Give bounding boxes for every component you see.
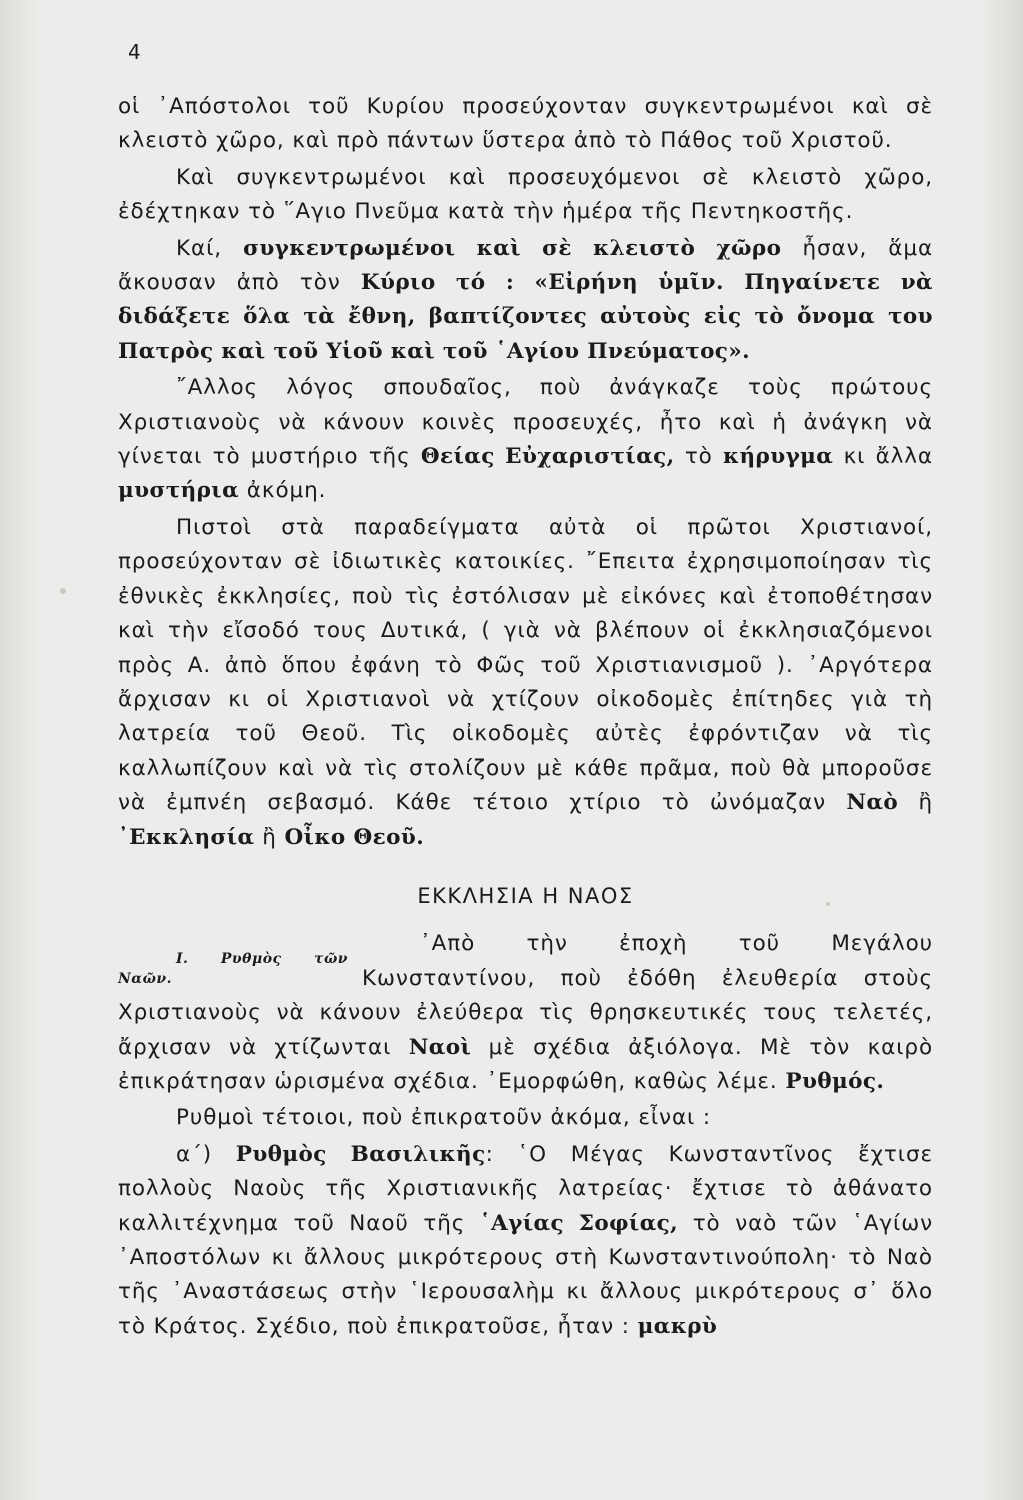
paragraph-4-mid: τὸ [684,444,713,470]
page-body [118,90,933,1346]
paragraph-6-text: ᾿Απὸ τὴν ἐποχὴ τοῦ Μεγάλου Κωνσταντίνου, ποὺ ἐδόθη ἐλευθερία στοὺς Χριστιανοὺς νὰ κάνουν ἐλεύθερα τὶς θρησκευτικές τους τελετές, ἄρχισαν νὰ χτίζωνται [118,931,933,1060]
paragraph-3-lead: Καί, [176,235,222,261]
paragraph-6-bold-1: Ναοὶ [408,1034,472,1060]
paper-speck [60,588,66,594]
paragraph-4 [118,371,933,509]
paragraph-5-mid-2: ἢ [262,824,277,850]
paragraph-4-bold-2: κήρυγμα [723,444,834,470]
paragraph-6-mid: μὲ σχέδια ἀξιόλογα. Μὲ τὸν καιρὸ ἐπικράτησαν ὡρισμένα σχέδια. ᾿Εμορφώθη, καθὼς λέμε. [118,1034,934,1094]
paragraph-5-bold-1: Ναὸ [846,790,899,816]
paragraph-5-text: Πιστοὶ στὰ παραδείγματα αὐτὰ οἱ πρῶτοι Χριστιανοί, προσεύχονταν σὲ ἰδιωτικὲς κατοικίες. ῎Επειτα ἐχρησιμοποίησαν τὶς ἐθνικὲς ἐκκλησίες, ποὺ τὶς ἐστόλισαν μὲ εἰκόνες καὶ ἐτοποθέτησαν καὶ τὴν εἴσοδό τους Δυτικά, ( γιὰ νὰ βλέπουν οἱ ἐκκλησιαζόμενοι πρὸς Α. ἀπὸ ὅπου ἐφάνη τὸ Φῶς τοῦ Χριστιανισμοῦ ). ᾿Αργότερα ἄρχισαν κι οἱ Χριστιανοὶ νὰ χτίζουν οἰκοδομὲς ἐπίτηδες γιὰ τὴ λατρεία τοῦ Θεοῦ. Τὶς οἰκοδομὲς αὐτὲς ἐφρόντιζαν νὰ τὶς καλλωπίζουν καὶ νὰ τὶς στολίζουν μὲ κάθε πρᾶμα, ποὺ θὰ μποροῦσε νὰ ἐμπνέη σεβασμό. Κάθε τέτοιο χτίριο τὸ ὠνόμαζαν [118,514,933,816]
paragraph-4-bold-3: μυστήρια [118,478,240,504]
paragraph-1: οἱ ᾿Απόστολοι τοῦ Κυρίου προσεύχονταν συγκεντρωμένοι καὶ σὲ κλειστὸ χῶρο, καὶ πρὸ πάντων ὕστερα ἀπὸ τὸ Πάθος τοῦ Χριστοῦ. [118,94,933,154]
paragraph-5-mid: ἢ [918,790,933,816]
paragraph-6 [118,927,933,1099]
paragraph-4-end: ἀκόμη. [246,478,327,504]
paragraph-4-bold-1: Θείας Εὐχαριστίας, [420,444,675,470]
paragraph-8-text: : ῾Ο Μέγας Κωνσταντῖνος ἔχτισε πολλοὺς Ναοὺς τῆς Χριστιανικῆς λατρείας· ἔχτισε τὸ ἀθάνατο καλλιτέχνημα τοῦ Ναοῦ τῆς [118,1141,933,1236]
paragraph-8-bold-1: Ρυθμὸς Βασιλικῆς [235,1141,486,1167]
paragraph-4-mid-2: κι ἄλλα [843,444,933,470]
paragraph-2: Καὶ συγκεντρωμένοι καὶ προσευχόμενοι σὲ κλειστὸ χῶρο, ἐδέχτηκαν τὸ ῞Αγιο Πνεῦμα κατὰ τὴν ἡμέρα τῆς Πεντηκοστῆς. [118,164,933,225]
paragraph-3 [118,232,933,370]
paragraph-5 [118,511,933,855]
section-heading: ΕΚΚΛΗΣΙΑ Η ΝΑΟΣ [417,883,634,908]
paragraph-7: Ρυθμοὶ τέτοιοι, ποὺ ἐπικρατοῦν ἀκόμα, εἶναι : [176,1105,712,1131]
marginal-note: Ι. Ρυθμὸς τῶν Ναῶν. [118,951,348,988]
paragraph-4-text: ῎Αλλος λόγος σπουδαῖος, ποὺ ἀνάγκαζε τοὺς πρώτους Χριστιανοὺς νὰ κάνουν κοινὲς προσευχές, ἦτο καὶ ἡ ἀνάγκη νὰ γίνεται τὸ μυστήριο τῆς [118,375,933,470]
paragraph-8-text-2: τὸ ναὸ τῶν ῾Αγίων ᾿Αποστόλων κι ἄλλους μικρότερους στὴ Κωνσταντινούπολη· τὸ Ναὸ τῆς ᾿Αναστάσεως στὴν ῾Ιερουσαλὴμ κι ἄλλους μικρότερους σ᾿ ὅλο τὸ Κράτος. Σχέδιο, ποὺ ἐπικρατοῦσε, ἦταν : [118,1210,934,1339]
paragraph-3-mid: ἦσαν, ἅμα ἄκουσαν ἀπὸ τὸν [118,235,934,296]
paragraph-3-bold: συγκεντρωμένοι καὶ σὲ κλειστὸ χῶρο [243,235,782,261]
paragraph-3-quote: Κύριο τό : «Εἰρήνη ὑμῖν. Πηγαίνετε νὰ διδάξετε ὅλα τὰ ἔθνη, βαπτίζοντες αὐτοὺς εἰς τὸ ὄνομα του Πατρὸς καὶ τοῦ Υἱοῦ καὶ τοῦ ῾Αγίου Πνεύματος». [118,270,934,364]
list-label-alpha: α΄) [176,1141,213,1167]
paragraph-6-bold-2: Ρυθμός. [785,1068,885,1094]
paragraph-8-bold-3: μακρὺ [637,1313,718,1339]
paragraph-8 [118,1138,933,1344]
paragraph-5-bold-2: ᾿Εκκλησία [118,824,255,850]
page-number: 4 [128,40,141,64]
paragraph-8-bold-2: ῾Αγίας Σοφίας, [479,1210,679,1236]
paragraph-5-bold-3: Οἶκο Θεοῦ. [284,824,425,850]
